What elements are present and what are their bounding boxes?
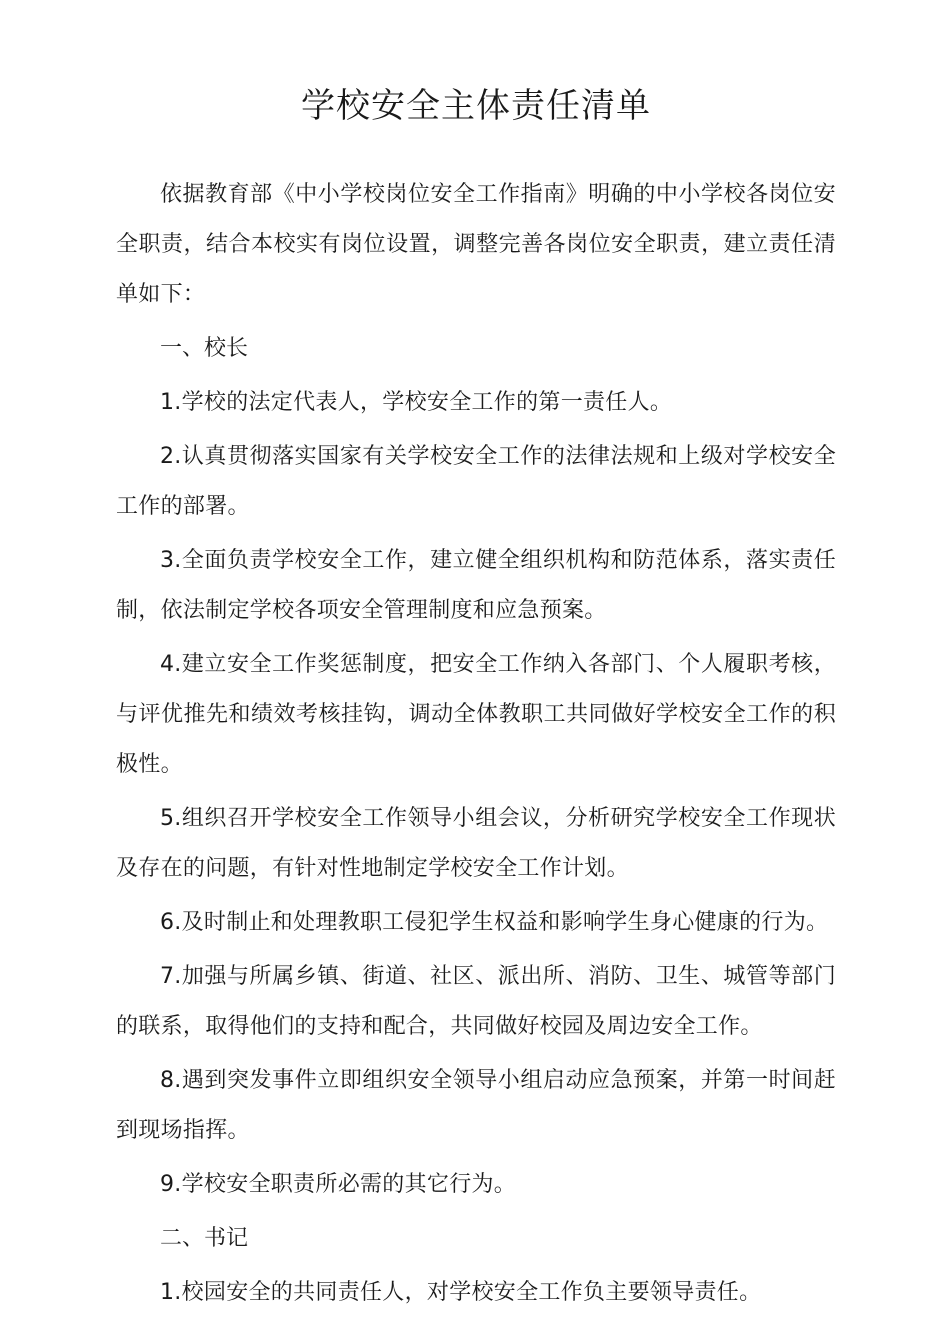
document-title: 学校安全主体责任清单 [301,86,651,126]
principal-duty-7: 7.加强与所属乡镇、街道、社区、派出所、消防、卫生、城管等部门的联系，取得他们的支持和配合，共同做好校园及周边安全工作。 [116,964,836,1039]
document-body [116,170,836,1318]
principal-duty-5: 5.组织召开学校安全工作领导小组会议，分析研究学校安全工作现状及存在的问题，有针对性地制定学校安全工作计划。 [116,806,836,881]
principal-duty-9: 9.学校安全职责所必需的其它行为。 [160,1172,517,1197]
section-heading-principal: 一、校长 [160,336,249,361]
secretary-duty-1: 1.校园安全的共同责任人，对学校安全工作负主要领导责任。 [160,1280,762,1305]
principal-duty-4: 4.建立安全工作奖惩制度，把安全工作纳入各部门、个人履职考核，与评优推先和绩效考核挂钩，调动全体教职工共同做好学校安全工作的积极性。 [116,652,836,777]
principal-duty-6: 6.及时制止和处理教职工侵犯学生权益和影响学生身心健康的行为。 [160,910,829,935]
principal-duty-2: 2.认真贯彻落实国家有关学校安全工作的法律法规和上级对学校安全工作的部署。 [116,444,836,519]
principal-duty-3: 3.全面负责学校安全工作，建立健全组织机构和防范体系，落实责任制，依法制定学校各项安全管理制度和应急预案。 [116,548,836,623]
principal-duty-1: 1.学校的法定代表人，学校安全工作的第一责任人。 [160,390,673,415]
section-heading-secretary: 二、书记 [160,1226,249,1251]
intro-paragraph: 依据教育部《中小学校岗位安全工作指南》明确的中小学校各岗位安全职责，结合本校实有岗位设置，调整完善各岗位安全职责，建立责任清单如下： [116,182,836,307]
principal-duty-8: 8.遇到突发事件立即组织安全领导小组启动应急预案，并第一时间赶到现场指挥。 [116,1068,836,1143]
